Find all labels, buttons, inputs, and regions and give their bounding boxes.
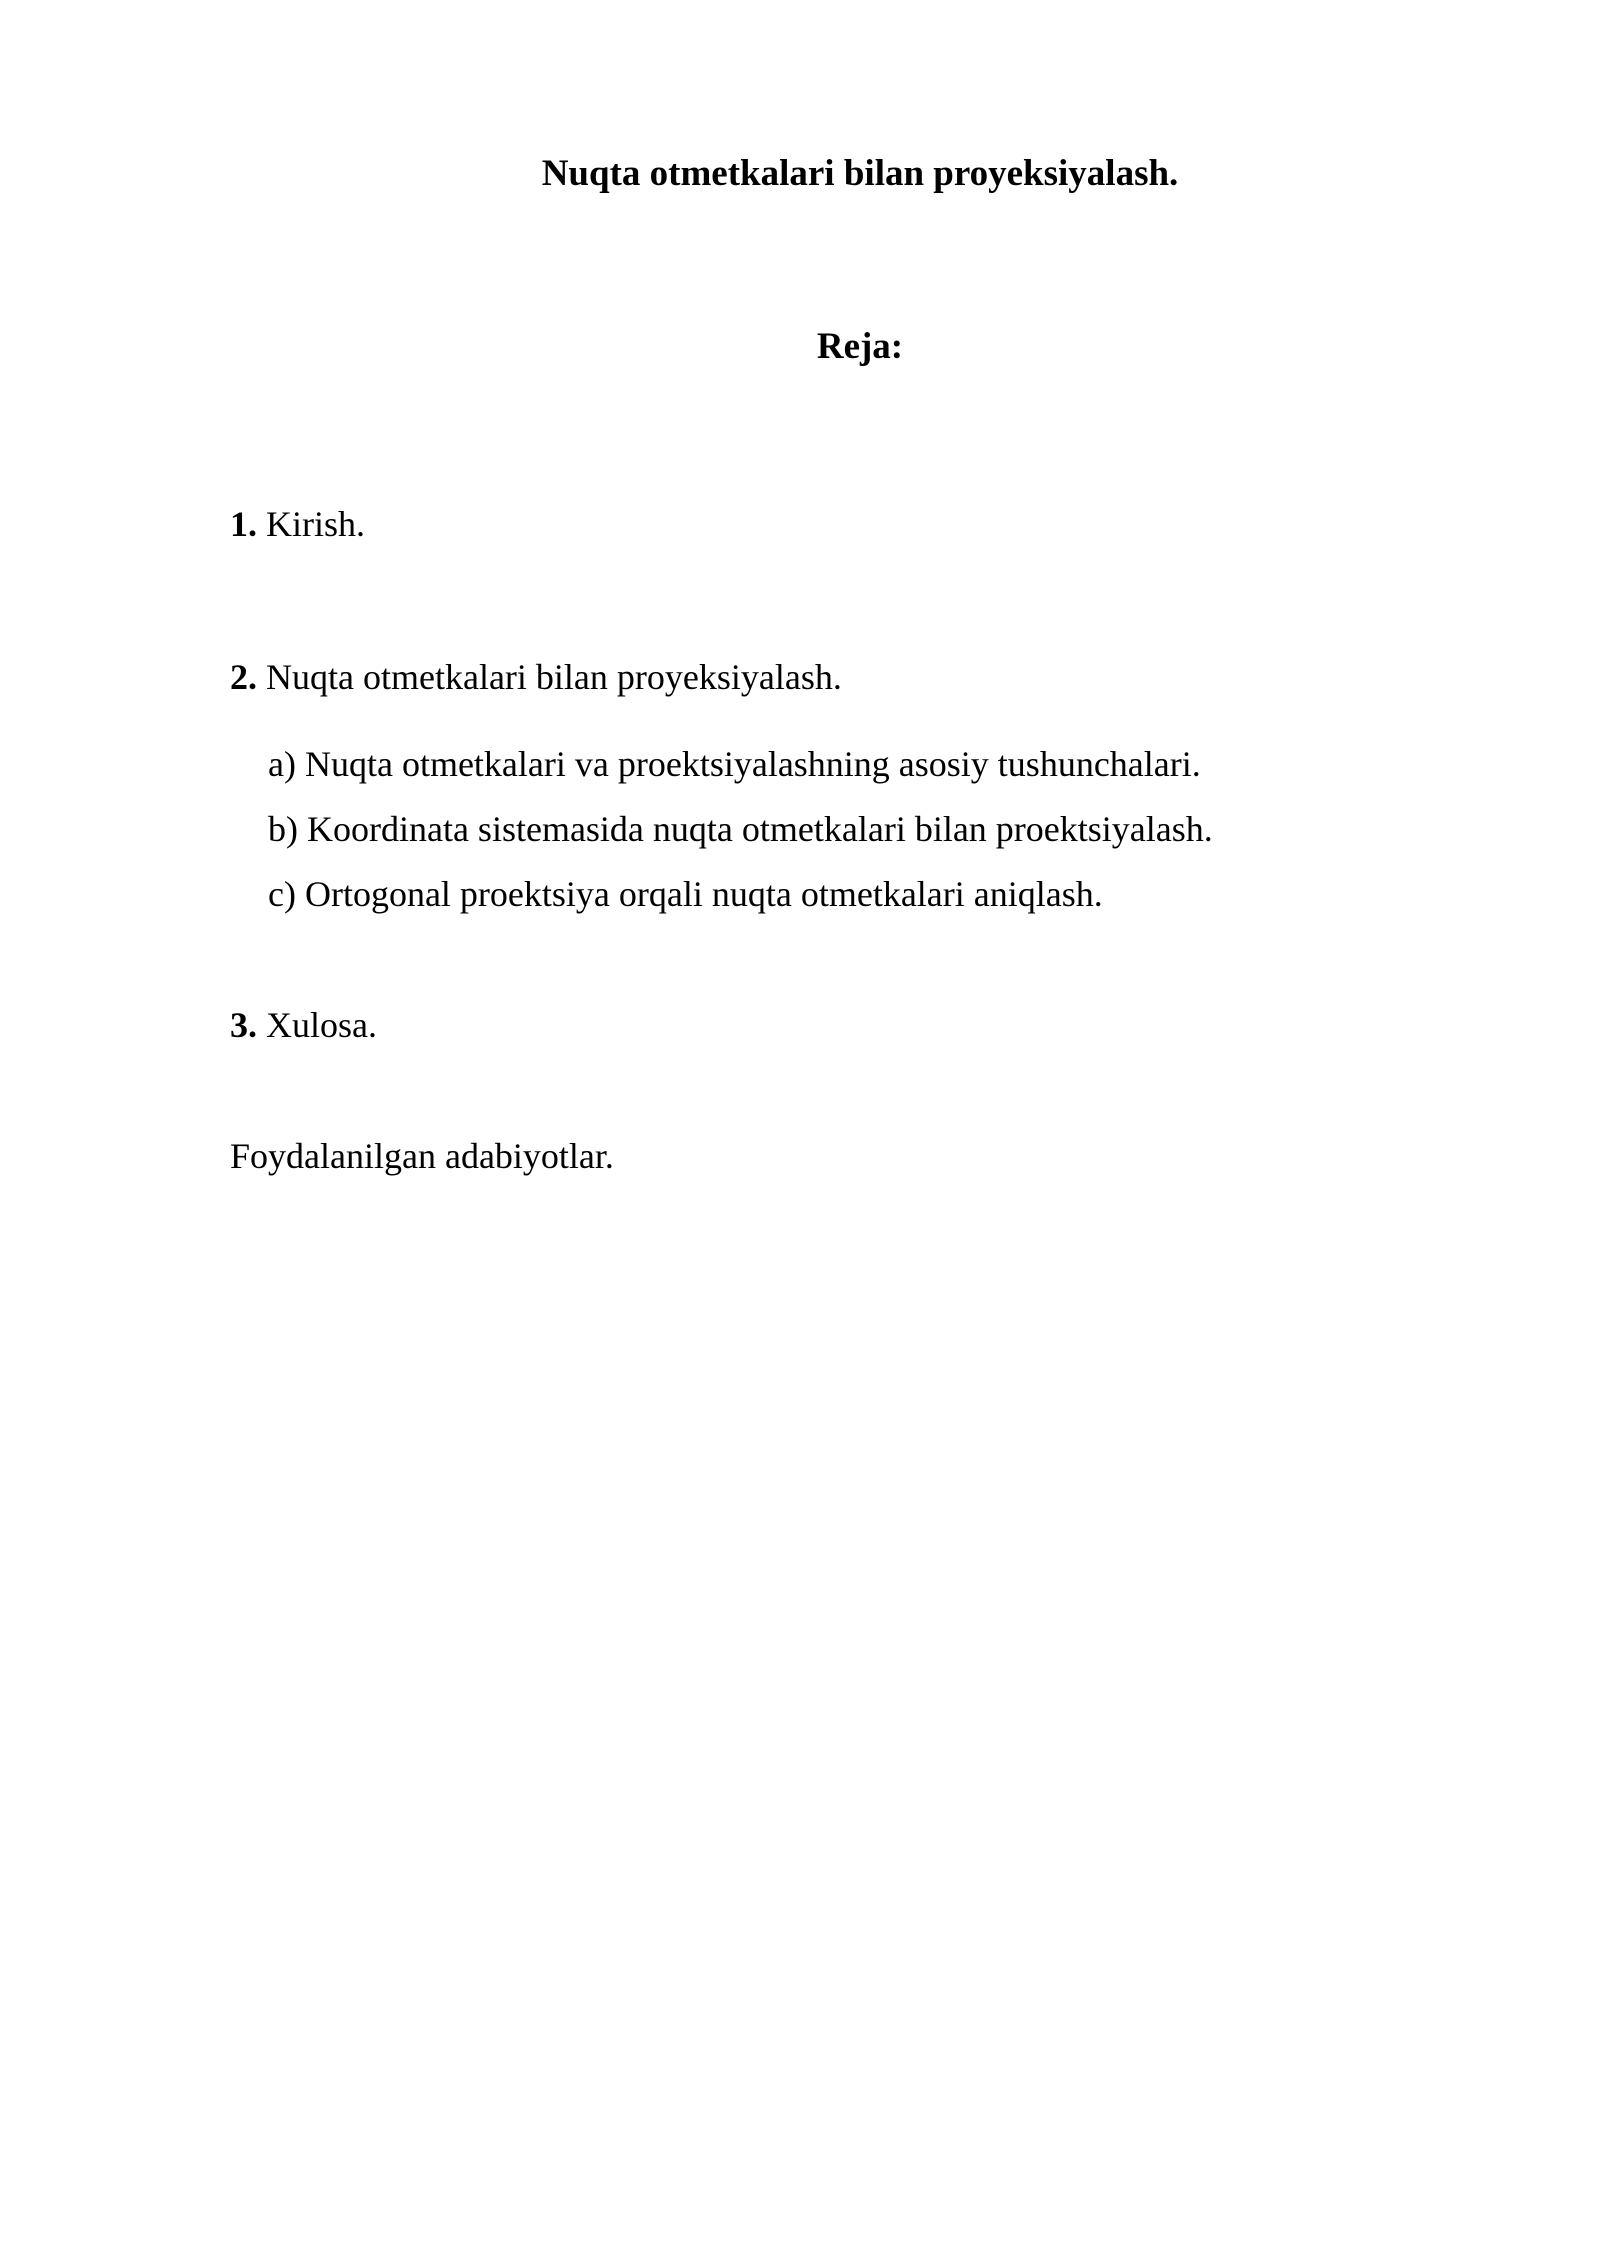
- plan-item-text: Xulosa.: [257, 1005, 377, 1045]
- plan-subitem-c: c) Ortogonal proektsiya orqali nuqta otmetkalari aniqlash.: [268, 874, 1103, 914]
- plan-item-1: [230, 502, 365, 546]
- plan-subitem-a: a) Nuqta otmetkalari va proektsiyalashning asosiy tushunchalari.: [268, 744, 1201, 784]
- references-line: Foydalanilgan adabiyotlar.: [230, 1136, 614, 1176]
- plan-item-2: [230, 655, 842, 699]
- plan-subitem-b: b) Koordinata sistemasida nuqta otmetkalari bilan proektsiyalash.: [268, 809, 1213, 849]
- plan-heading: Reja:: [816, 326, 904, 367]
- plan-item-number: 2.: [230, 657, 257, 697]
- plan-item-text: Nuqta otmetkalari bilan proyeksiyalash.: [257, 657, 842, 697]
- plan-item-3: [230, 1003, 377, 1047]
- plan-item-number: 1.: [230, 504, 257, 544]
- document-title: Nuqta otmetkalari bilan proyeksiyalash.: [541, 153, 1179, 194]
- plan-item-number: 3.: [230, 1005, 257, 1045]
- plan-item-text: Kirish.: [257, 504, 365, 544]
